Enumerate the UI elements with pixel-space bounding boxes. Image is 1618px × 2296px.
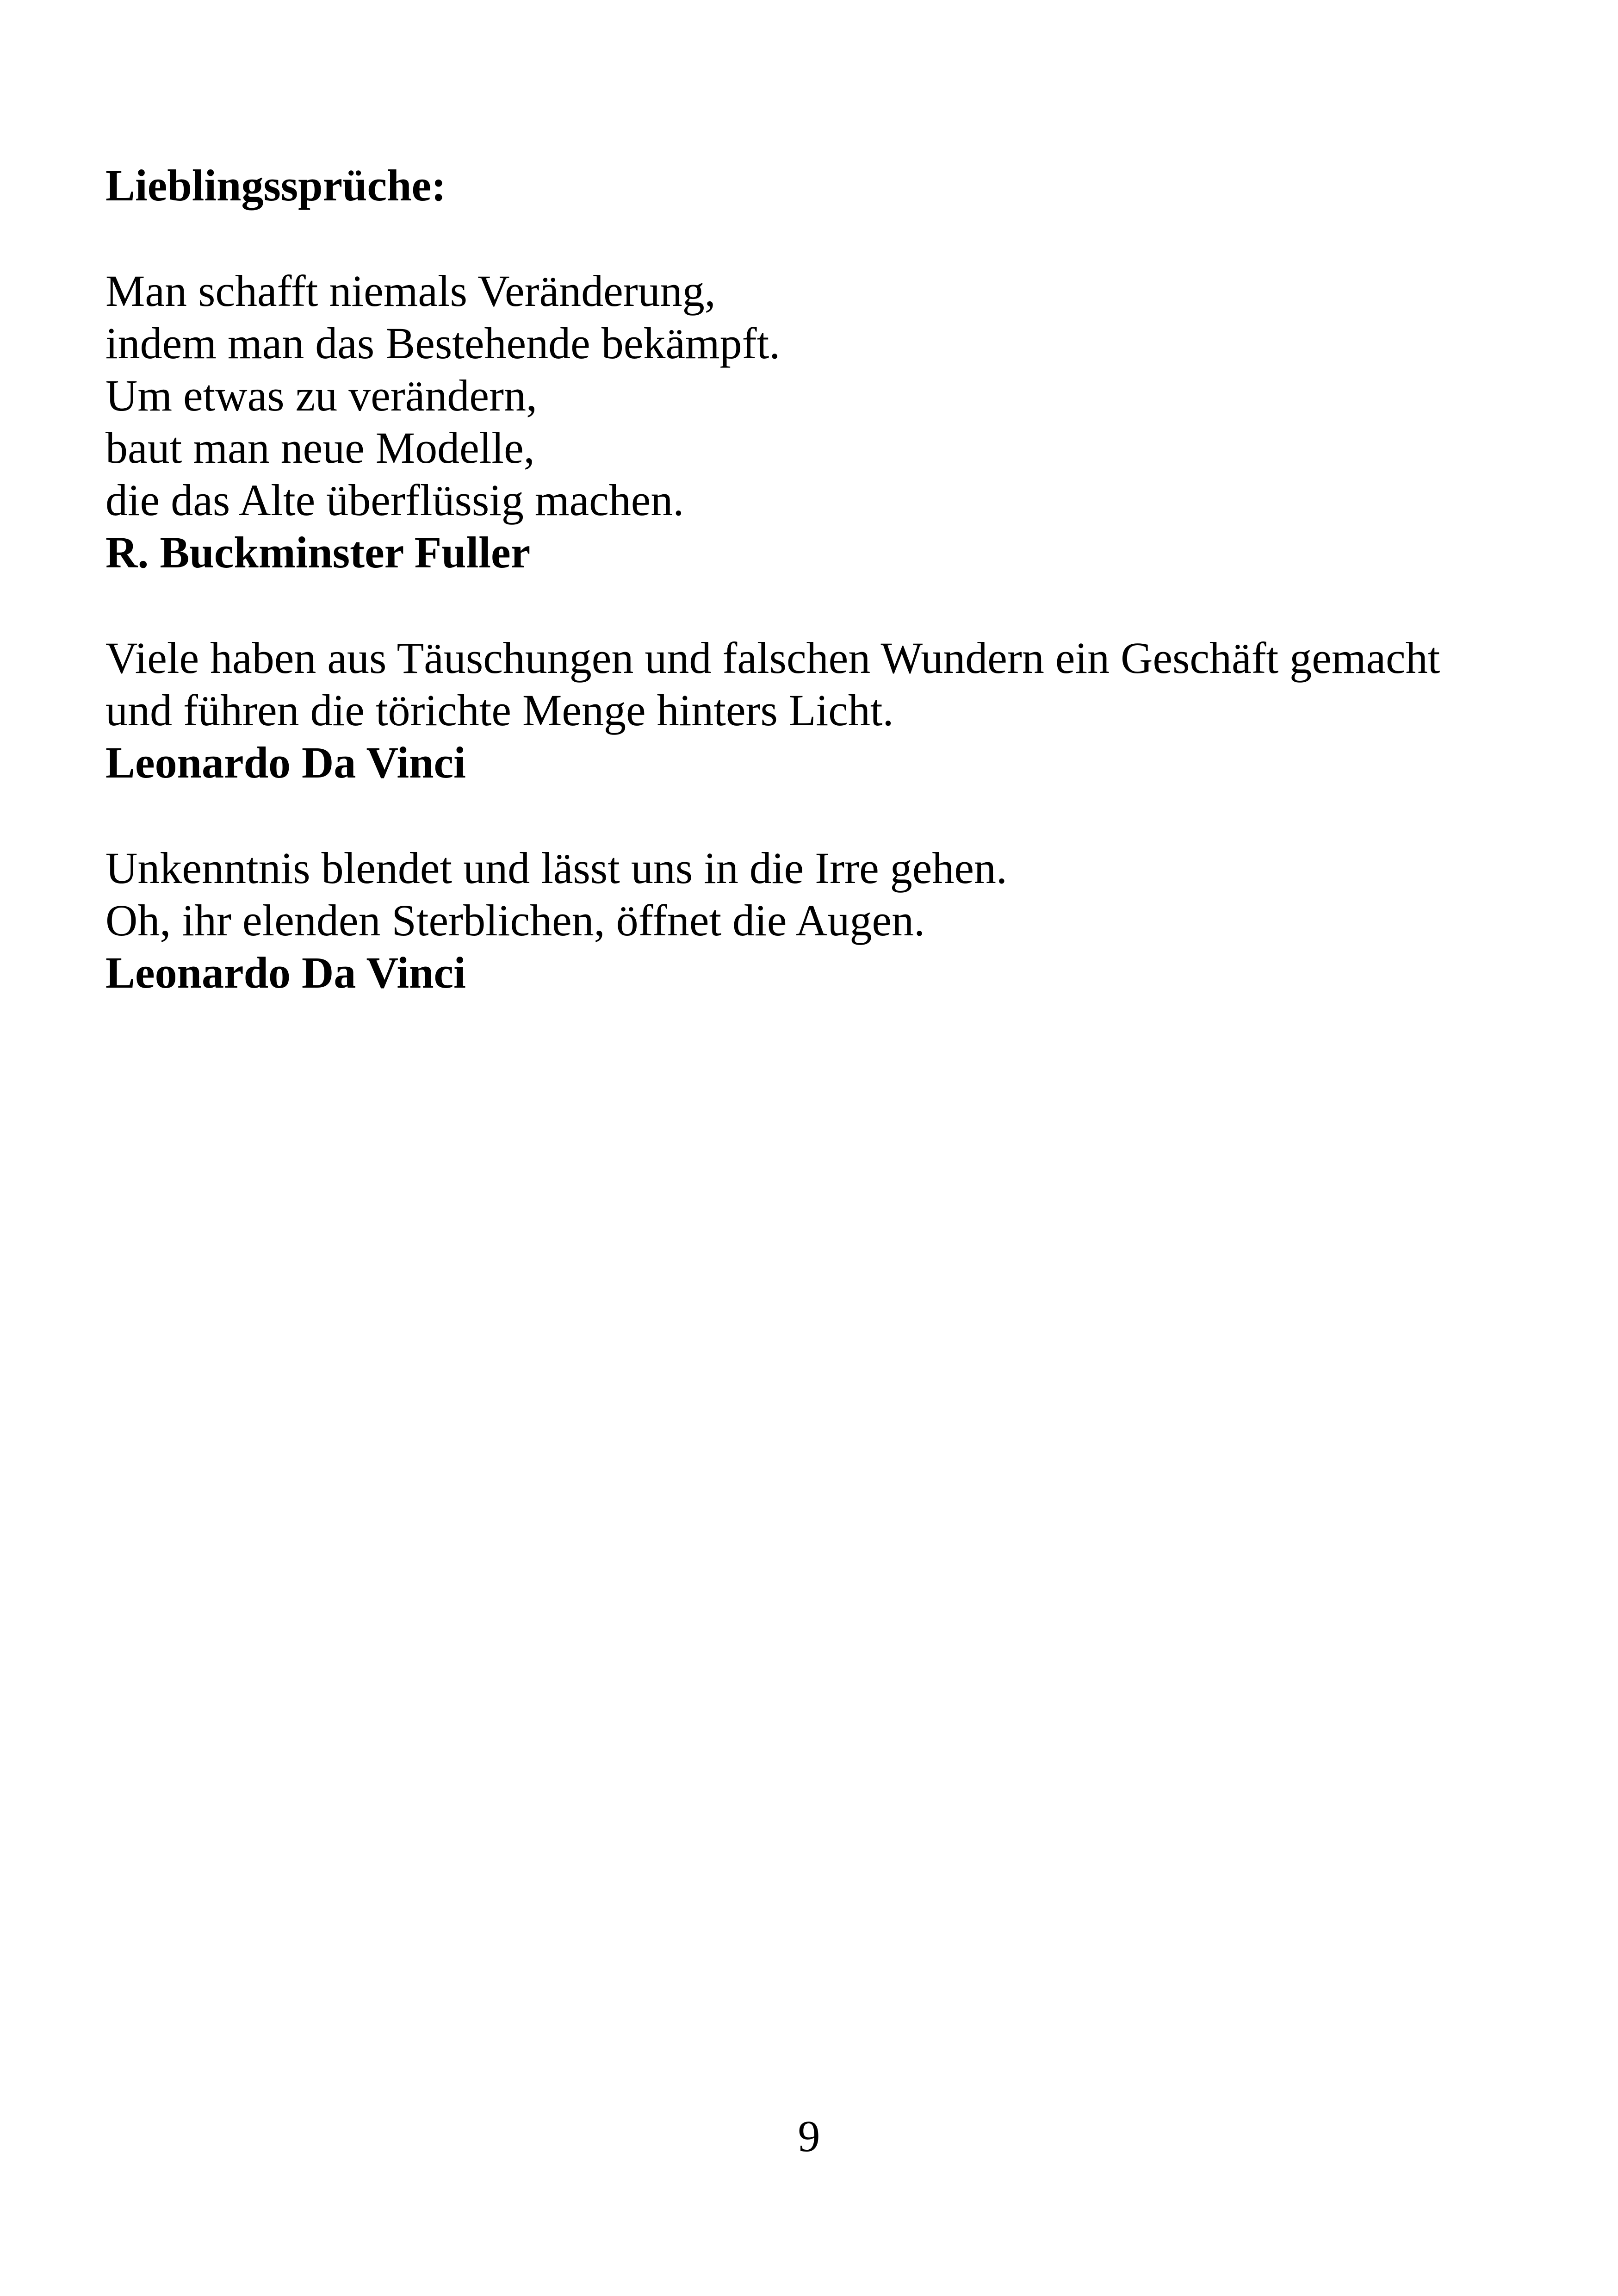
quote-author: R. Buckminster Fuller	[105, 528, 531, 577]
quote-line: die das Alte überflüssig machen.	[105, 475, 684, 525]
quote-block	[105, 842, 1540, 999]
quote-block	[105, 632, 1540, 789]
quote-line: und führen die törichte Menge hinters Licht.	[105, 685, 894, 735]
quote-line: Oh, ihr elenden Sterblichen, öffnet die Augen.	[105, 896, 925, 945]
quote-line: baut man neue Modelle,	[105, 423, 535, 473]
quote-line: Man schafft niemals Veränderung,	[105, 266, 716, 316]
quote-line: Um etwas zu verändern,	[105, 371, 537, 420]
quote-line: Viele haben aus Täuschungen und falschen Wundern ein Geschäft gemacht	[105, 633, 1440, 683]
quote-line: Unkenntnis blendet und lässt uns in die Irre gehen.	[105, 843, 1007, 893]
page-number: 9	[798, 2111, 820, 2161]
quote-author: Leonardo Da Vinci	[105, 738, 466, 787]
page-heading: Lieblingssprüche:	[105, 161, 446, 210]
quote-author: Leonardo Da Vinci	[105, 948, 466, 997]
quote-line: indem man das Bestehende bekämpft.	[105, 318, 781, 368]
page-content	[105, 160, 1540, 1052]
quote-block	[105, 265, 1540, 579]
